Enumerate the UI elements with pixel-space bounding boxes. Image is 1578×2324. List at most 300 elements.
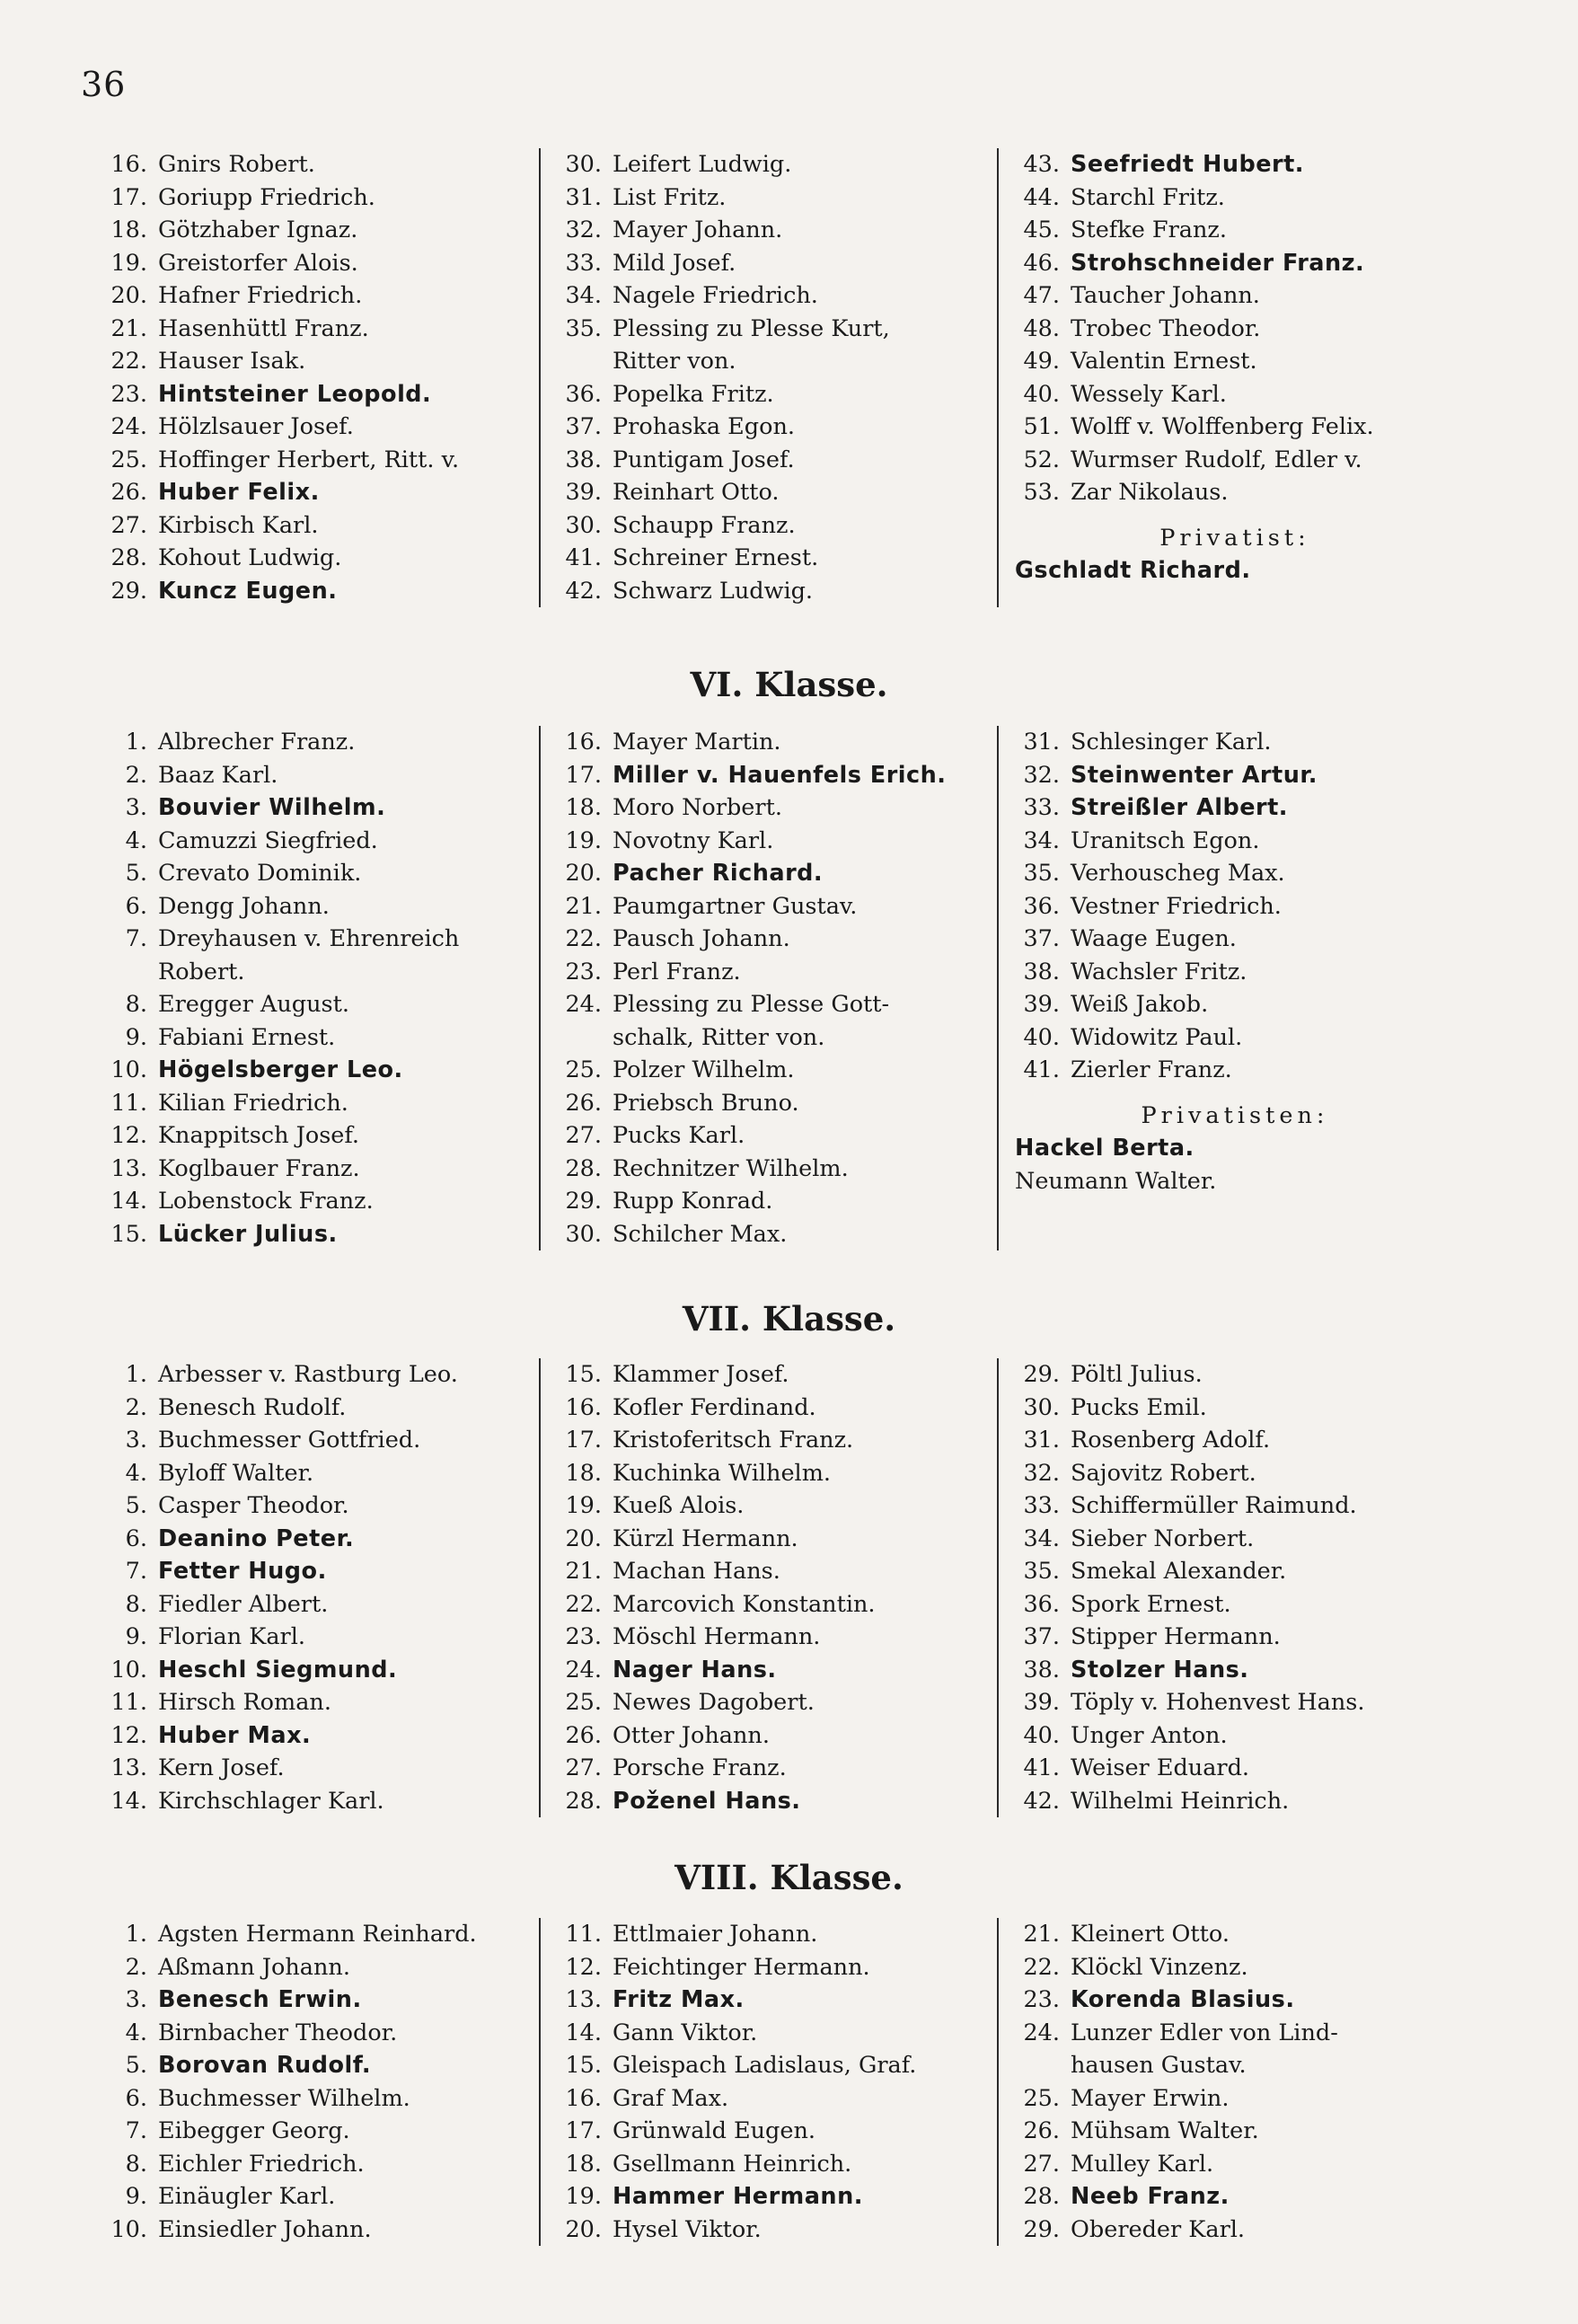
list-item — [102, 2082, 539, 2116]
student-name: Hirsch Roman. — [158, 1689, 331, 1716]
column-right — [997, 726, 1455, 1250]
list-item — [557, 1392, 997, 1425]
list-item — [1015, 1021, 1455, 1055]
list-item — [1015, 313, 1455, 346]
item-number: 19. — [565, 826, 602, 854]
list-item — [557, 444, 997, 477]
item-number: 9. — [125, 1623, 147, 1650]
student-name: Casper Theodor. — [158, 1492, 349, 1519]
student-name: Kern Josef. — [158, 1754, 285, 1781]
student-name: Lunzer Edler von Lind- — [1071, 2019, 1338, 2046]
student-name: Crevato Dominik. — [158, 860, 362, 887]
student-name: Nager Hans. — [613, 1656, 777, 1683]
privatist-item — [1015, 1165, 1455, 1198]
item-number: 11. — [565, 1921, 602, 1948]
list-item — [1015, 1392, 1455, 1425]
item-number: 13. — [565, 1986, 602, 2013]
item-number: 39. — [565, 479, 602, 506]
list-item — [557, 857, 997, 890]
student-name: Popelka Fritz. — [613, 380, 774, 408]
item-number: 23. — [110, 380, 147, 408]
list-item — [557, 1489, 997, 1523]
item-number: 17. — [565, 1427, 602, 1454]
item-number: 18. — [565, 1459, 602, 1487]
list-item — [102, 1424, 539, 1457]
list-item — [557, 1153, 997, 1186]
item-number: 18. — [565, 2150, 602, 2178]
list-item — [102, 1752, 539, 1785]
list-item — [557, 476, 997, 509]
item-number: 48. — [1023, 314, 1060, 342]
list-item — [557, 1218, 997, 1251]
list-item — [1015, 988, 1455, 1021]
item-number: 23. — [565, 1623, 602, 1650]
student-name: Lücker Julius. — [158, 1220, 338, 1248]
student-name: Gsellmann Heinrich. — [613, 2150, 852, 2178]
list-item — [557, 148, 997, 181]
list-item — [557, 247, 997, 280]
student-name: Fabiani Ernest. — [158, 1023, 336, 1051]
item-number: 16. — [565, 2084, 602, 2112]
list-item — [102, 2148, 539, 2181]
item-number: 19. — [110, 249, 147, 277]
student-name: Dreyhausen v. Ehrenreich — [158, 925, 460, 952]
student-name: Paumgartner Gustav. — [613, 892, 858, 920]
item-number: 29. — [110, 577, 147, 605]
student-name: Wurmser Rudolf, Edler v. — [1071, 446, 1362, 473]
list-item — [557, 1951, 997, 1984]
item-number: 7. — [125, 925, 147, 952]
item-number: 8. — [125, 991, 147, 1018]
list-item — [102, 2017, 539, 2050]
list-item — [102, 2115, 539, 2148]
list-item — [102, 923, 539, 956]
list-item — [102, 1654, 539, 1687]
student-name: Goriupp Friedrich. — [158, 183, 375, 211]
list-item — [102, 1918, 539, 1951]
list-item — [1015, 148, 1455, 181]
list-item — [102, 1588, 539, 1621]
student-name: Robert. — [158, 958, 245, 985]
student-name: Strohschneider Franz. — [1071, 249, 1365, 277]
student-name: Puntigam Josef. — [613, 446, 795, 473]
list-item — [102, 1686, 539, 1719]
student-name: schalk, Ritter von. — [613, 1023, 825, 1051]
student-name: Grünwald Eugen. — [613, 2117, 816, 2144]
student-name: Stolzer Hans. — [1071, 1656, 1249, 1683]
item-number: 15. — [565, 2052, 602, 2079]
class-viii-heading: VIII. Klasse. — [674, 1858, 904, 1897]
list-item — [102, 857, 539, 890]
list-item — [102, 148, 539, 181]
list-item — [557, 575, 997, 608]
student-name: Miller v. Hauenfels Erich. — [613, 761, 947, 789]
item-number: 8. — [125, 2150, 147, 2178]
student-name: Smekal Alexander. — [1071, 1558, 1287, 1585]
item-number: 7. — [125, 2117, 147, 2144]
item-number: 16. — [565, 1393, 602, 1421]
student-name: Schiffermüller Raimund. — [1071, 1492, 1357, 1519]
student-name: Korenda Blasius. — [1071, 1986, 1295, 2013]
student-name: Poženel Hans. — [613, 1787, 801, 1815]
student-name: Töply v. Hohenvest Hans. — [1071, 1689, 1365, 1716]
student-name: Newes Dagobert. — [613, 1689, 815, 1716]
list-item — [1015, 2148, 1455, 2181]
list-item — [557, 1054, 997, 1087]
student-name: Rupp Konrad. — [613, 1188, 773, 1215]
item-number: 25. — [1023, 2084, 1060, 2112]
list-item — [1015, 181, 1455, 215]
column-mid — [539, 1358, 997, 1817]
column-mid — [539, 726, 997, 1250]
student-name: Knappitsch Josef. — [158, 1122, 360, 1149]
item-number: 26. — [565, 1089, 602, 1117]
column-right — [997, 1918, 1455, 2246]
column-left — [90, 148, 539, 607]
student-name: Kuncz Eugen. — [158, 577, 338, 605]
item-number: 10. — [110, 2215, 147, 2243]
item-number: 37. — [1023, 925, 1060, 952]
student-name: Pucks Karl. — [613, 1122, 745, 1149]
list-item — [102, 2049, 539, 2082]
student-name: Pöltl Julius. — [1071, 1361, 1203, 1388]
item-number: 31. — [565, 183, 602, 211]
student-name: Neeb Franz. — [1071, 2183, 1230, 2210]
item-number: 28. — [565, 1787, 602, 1815]
list-item — [1015, 2082, 1455, 2116]
student-name: Stipper Hermann. — [1071, 1623, 1281, 1650]
list-item — [557, 1984, 997, 2017]
list-item — [1015, 1951, 1455, 1984]
list-item — [102, 1358, 539, 1392]
item-number: 21. — [1023, 1921, 1060, 1948]
list-item — [102, 411, 539, 444]
column-right — [997, 1358, 1455, 1817]
item-number: 36. — [1023, 1590, 1060, 1618]
student-name: Feichtinger Hermann. — [613, 1953, 870, 1981]
student-name: Bouvier Wilhelm. — [158, 794, 386, 821]
student-name: Novotny Karl. — [613, 826, 774, 854]
list-item — [1015, 1555, 1455, 1588]
list-item — [557, 2180, 997, 2214]
item-number: 10. — [110, 1056, 147, 1083]
student-name: Uranitsch Egon. — [1071, 826, 1260, 854]
item-number: 26. — [1023, 2117, 1060, 2144]
list-item — [1015, 1523, 1455, 1556]
list-item — [102, 1523, 539, 1556]
list-item — [557, 542, 997, 575]
item-number: 32. — [1023, 761, 1060, 789]
item-number: 19. — [565, 1492, 602, 1519]
student-name: Benesch Erwin. — [158, 1986, 362, 2013]
student-name: Agsten Hermann Reinhard. — [158, 1921, 477, 1948]
student-name: Kohout Ludwig. — [158, 544, 342, 571]
item-number: 26. — [110, 479, 147, 506]
list-item — [1015, 1918, 1455, 1951]
student-name: Schaupp Franz. — [613, 511, 796, 539]
item-number: 11. — [110, 1089, 147, 1117]
item-number: 6. — [125, 1524, 147, 1552]
item-number: 35. — [1023, 860, 1060, 887]
student-name: Pausch Johann. — [613, 925, 790, 952]
list-item — [1015, 2180, 1455, 2214]
list-item — [102, 1392, 539, 1425]
item-number: 34. — [565, 282, 602, 309]
item-number: 22. — [1023, 1953, 1060, 1981]
student-name: Fiedler Albert. — [158, 1590, 329, 1618]
student-name: Graf Max. — [613, 2084, 729, 2112]
student-name: Nagele Friedrich. — [613, 282, 818, 309]
list-item — [557, 1621, 997, 1654]
student-name: Aßmann Johann. — [158, 1953, 350, 1981]
list-item — [557, 1785, 997, 1818]
item-number: 31. — [1023, 1427, 1060, 1454]
item-number: 2. — [125, 1953, 147, 1981]
student-name: Kristoferitsch Franz. — [613, 1427, 854, 1454]
list-item — [557, 1358, 997, 1392]
item-number: 33. — [565, 249, 602, 277]
student-name: Prohaska Egon. — [613, 413, 795, 440]
list-item — [102, 890, 539, 923]
list-item — [1015, 2115, 1455, 2148]
student-name: Mayer Erwin. — [1071, 2084, 1230, 2112]
list-item — [557, 2148, 997, 2181]
list-item — [102, 509, 539, 543]
item-number: 21. — [565, 1558, 602, 1585]
item-number: 23. — [565, 958, 602, 985]
class-vii-heading: VII. Klasse. — [682, 1299, 896, 1339]
student-name: Kofler Ferdinand. — [613, 1393, 816, 1421]
list-item — [557, 2214, 997, 2247]
list-item — [557, 509, 997, 543]
column-mid — [539, 1918, 997, 2246]
item-number: 22. — [110, 348, 147, 375]
student-name: Greistorfer Alois. — [158, 249, 358, 277]
item-number: 27. — [565, 1122, 602, 1149]
item-number: 33. — [1023, 1492, 1060, 1519]
student-name: Kirbisch Karl. — [158, 511, 319, 539]
item-number: 20. — [565, 2215, 602, 2243]
list-item — [557, 1654, 997, 1687]
privatist-heading: Privatist: — [1159, 524, 1310, 552]
student-name: Mild Josef. — [613, 249, 736, 277]
list-item — [102, 575, 539, 608]
item-number: 5. — [125, 860, 147, 887]
class-vi-list — [90, 726, 1455, 1250]
class-vi-heading: VI. Klasse. — [690, 665, 888, 704]
list-item — [557, 313, 997, 346]
item-number: 30. — [565, 151, 602, 178]
student-name: Hasenhüttl Franz. — [158, 314, 369, 342]
list-item — [102, 1119, 539, 1153]
item-number: 42. — [1023, 1787, 1060, 1815]
student-name: Reinhart Otto. — [613, 479, 780, 506]
list-item — [102, 444, 539, 477]
student-name: Priebsch Bruno. — [613, 1089, 799, 1117]
item-number: 20. — [110, 282, 147, 309]
item-number: 16. — [110, 151, 147, 178]
student-name: Mühsam Walter. — [1071, 2117, 1259, 2144]
student-name: Zierler Franz. — [1071, 1056, 1232, 1083]
student-name: Hafner Friedrich. — [158, 282, 363, 309]
item-number: 21. — [110, 314, 147, 342]
list-item — [102, 542, 539, 575]
student-name: Gann Viktor. — [613, 2019, 758, 2046]
list-item — [102, 1621, 539, 1654]
item-number: 22. — [565, 1590, 602, 1618]
list-item — [557, 923, 997, 956]
student-name: Widowitz Paul. — [1071, 1023, 1243, 1051]
item-number: 53. — [1023, 479, 1060, 506]
student-name: Perl Franz. — [613, 958, 741, 985]
list-item — [1015, 956, 1455, 989]
list-item — [102, 726, 539, 759]
student-name: Taucher Johann. — [1071, 282, 1260, 309]
student-name: Stefke Franz. — [1071, 216, 1227, 243]
list-item — [557, 1457, 997, 1490]
list-item — [1015, 1785, 1455, 1818]
student-name: Zar Nikolaus. — [1071, 479, 1229, 506]
list-item — [557, 2115, 997, 2148]
student-name: Byloff Walter. — [158, 1459, 314, 1487]
column-right — [997, 148, 1455, 607]
item-number: 2. — [125, 1393, 147, 1421]
item-number: 4. — [125, 826, 147, 854]
student-name: Klöckl Vinzenz. — [1071, 1953, 1248, 1981]
item-number: 30. — [1023, 1393, 1060, 1421]
list-item-continuation — [557, 1021, 997, 1055]
item-number: 37. — [1023, 1623, 1060, 1650]
list-item — [102, 2180, 539, 2214]
column-left — [90, 1918, 539, 2246]
student-name: Hysel Viktor. — [613, 2215, 762, 2243]
student-name: Högelsberger Leo. — [158, 1056, 403, 1083]
student-name: Götzhaber Ignaz. — [158, 216, 358, 243]
student-name: Otter Johann. — [613, 1721, 770, 1749]
list-item — [1015, 411, 1455, 444]
list-item — [1015, 726, 1455, 759]
columns — [90, 1358, 1455, 1817]
student-name: Plessing zu Plesse Gott- — [613, 991, 890, 1018]
item-number: 39. — [1023, 991, 1060, 1018]
list-item — [1015, 1654, 1455, 1687]
privatist-item — [1015, 1132, 1455, 1165]
item-number: 16. — [565, 729, 602, 756]
student-name: Dengg Johann. — [158, 892, 330, 920]
item-number: 32. — [565, 216, 602, 243]
item-number: 27. — [1023, 2150, 1060, 2178]
list-item — [557, 2082, 997, 2116]
item-number: 3. — [125, 1427, 147, 1454]
item-number: 38. — [565, 446, 602, 473]
list-item — [557, 1185, 997, 1218]
item-number: 47. — [1023, 282, 1060, 309]
list-item — [557, 1523, 997, 1556]
column-mid — [539, 148, 997, 607]
list-item — [1015, 923, 1455, 956]
privatist-heading: Privatisten: — [1141, 1101, 1329, 1129]
student-name: Huber Felix. — [158, 479, 320, 506]
item-number: 43. — [1023, 151, 1060, 178]
item-number: 24. — [565, 1656, 602, 1683]
student-name: Lobenstock Franz. — [158, 1188, 374, 1215]
item-number: 18. — [110, 216, 147, 243]
student-name: Plessing zu Plesse Kurt, — [613, 314, 890, 342]
list-item — [1015, 1054, 1455, 1087]
list-item — [1015, 345, 1455, 378]
list-item — [102, 1489, 539, 1523]
student-name: Hammer Hermann. — [613, 2183, 863, 2210]
student-name: Gnirs Robert. — [158, 151, 315, 178]
list-item-continuation — [1015, 2049, 1455, 2082]
item-number: 28. — [110, 544, 147, 571]
student-name: Gschladt Richard. — [1015, 557, 1251, 584]
list-item — [1015, 1984, 1455, 2017]
list-item — [1015, 247, 1455, 280]
list-item — [557, 181, 997, 215]
student-name: Baaz Karl. — [158, 761, 278, 789]
student-name: List Fritz. — [613, 183, 727, 211]
item-number: 3. — [125, 1986, 147, 2013]
student-name: Buchmesser Wilhelm. — [158, 2084, 410, 2112]
list-item — [102, 1984, 539, 2017]
list-item — [102, 2214, 539, 2247]
student-name: Fritz Max. — [613, 1986, 745, 2013]
list-item — [557, 1918, 997, 1951]
item-number: 14. — [110, 1188, 147, 1215]
student-name: Weiß Jakob. — [1071, 991, 1209, 1018]
student-name: Wachsler Fritz. — [1071, 958, 1247, 985]
list-item — [557, 2017, 997, 2050]
list-item — [102, 1054, 539, 1087]
student-name: Eregger August. — [158, 991, 349, 1018]
student-name: Trobec Theodor. — [1071, 314, 1261, 342]
list-item — [102, 825, 539, 858]
student-name: Moro Norbert. — [613, 794, 782, 821]
student-name: Pucks Emil. — [1071, 1393, 1207, 1421]
item-number: 5. — [125, 2052, 147, 2079]
item-number: 34. — [1023, 826, 1060, 854]
list-item — [557, 1087, 997, 1120]
list-item — [1015, 1752, 1455, 1785]
item-number: 19. — [565, 2183, 602, 2210]
student-name: Spork Ernest. — [1071, 1590, 1231, 1618]
page-number: 36 — [81, 65, 127, 104]
list-item — [557, 378, 997, 411]
student-name: Steinwenter Artur. — [1071, 761, 1318, 789]
item-number: 30. — [565, 511, 602, 539]
student-name: Seefriedt Hubert. — [1071, 151, 1304, 178]
list-item — [1015, 890, 1455, 923]
item-number: 38. — [1023, 958, 1060, 985]
student-name: Kirchschlager Karl. — [158, 1787, 384, 1815]
list-item — [102, 1185, 539, 1218]
column-left — [90, 1358, 539, 1817]
student-name: Fetter Hugo. — [158, 1558, 327, 1585]
list-item — [557, 890, 997, 923]
class-viii-list — [90, 1918, 1455, 2246]
item-number: 38. — [1023, 1656, 1060, 1683]
item-number: 10. — [110, 1656, 147, 1683]
student-name: Verhouscheg Max. — [1071, 860, 1285, 887]
column-left — [90, 726, 539, 1250]
student-name: Buchmesser Gottfried. — [158, 1427, 421, 1454]
list-item — [557, 956, 997, 989]
student-name: Klammer Josef. — [613, 1361, 789, 1388]
list-item — [557, 279, 997, 313]
list-item — [1015, 279, 1455, 313]
student-name: Borovan Rudolf. — [158, 2052, 372, 2079]
